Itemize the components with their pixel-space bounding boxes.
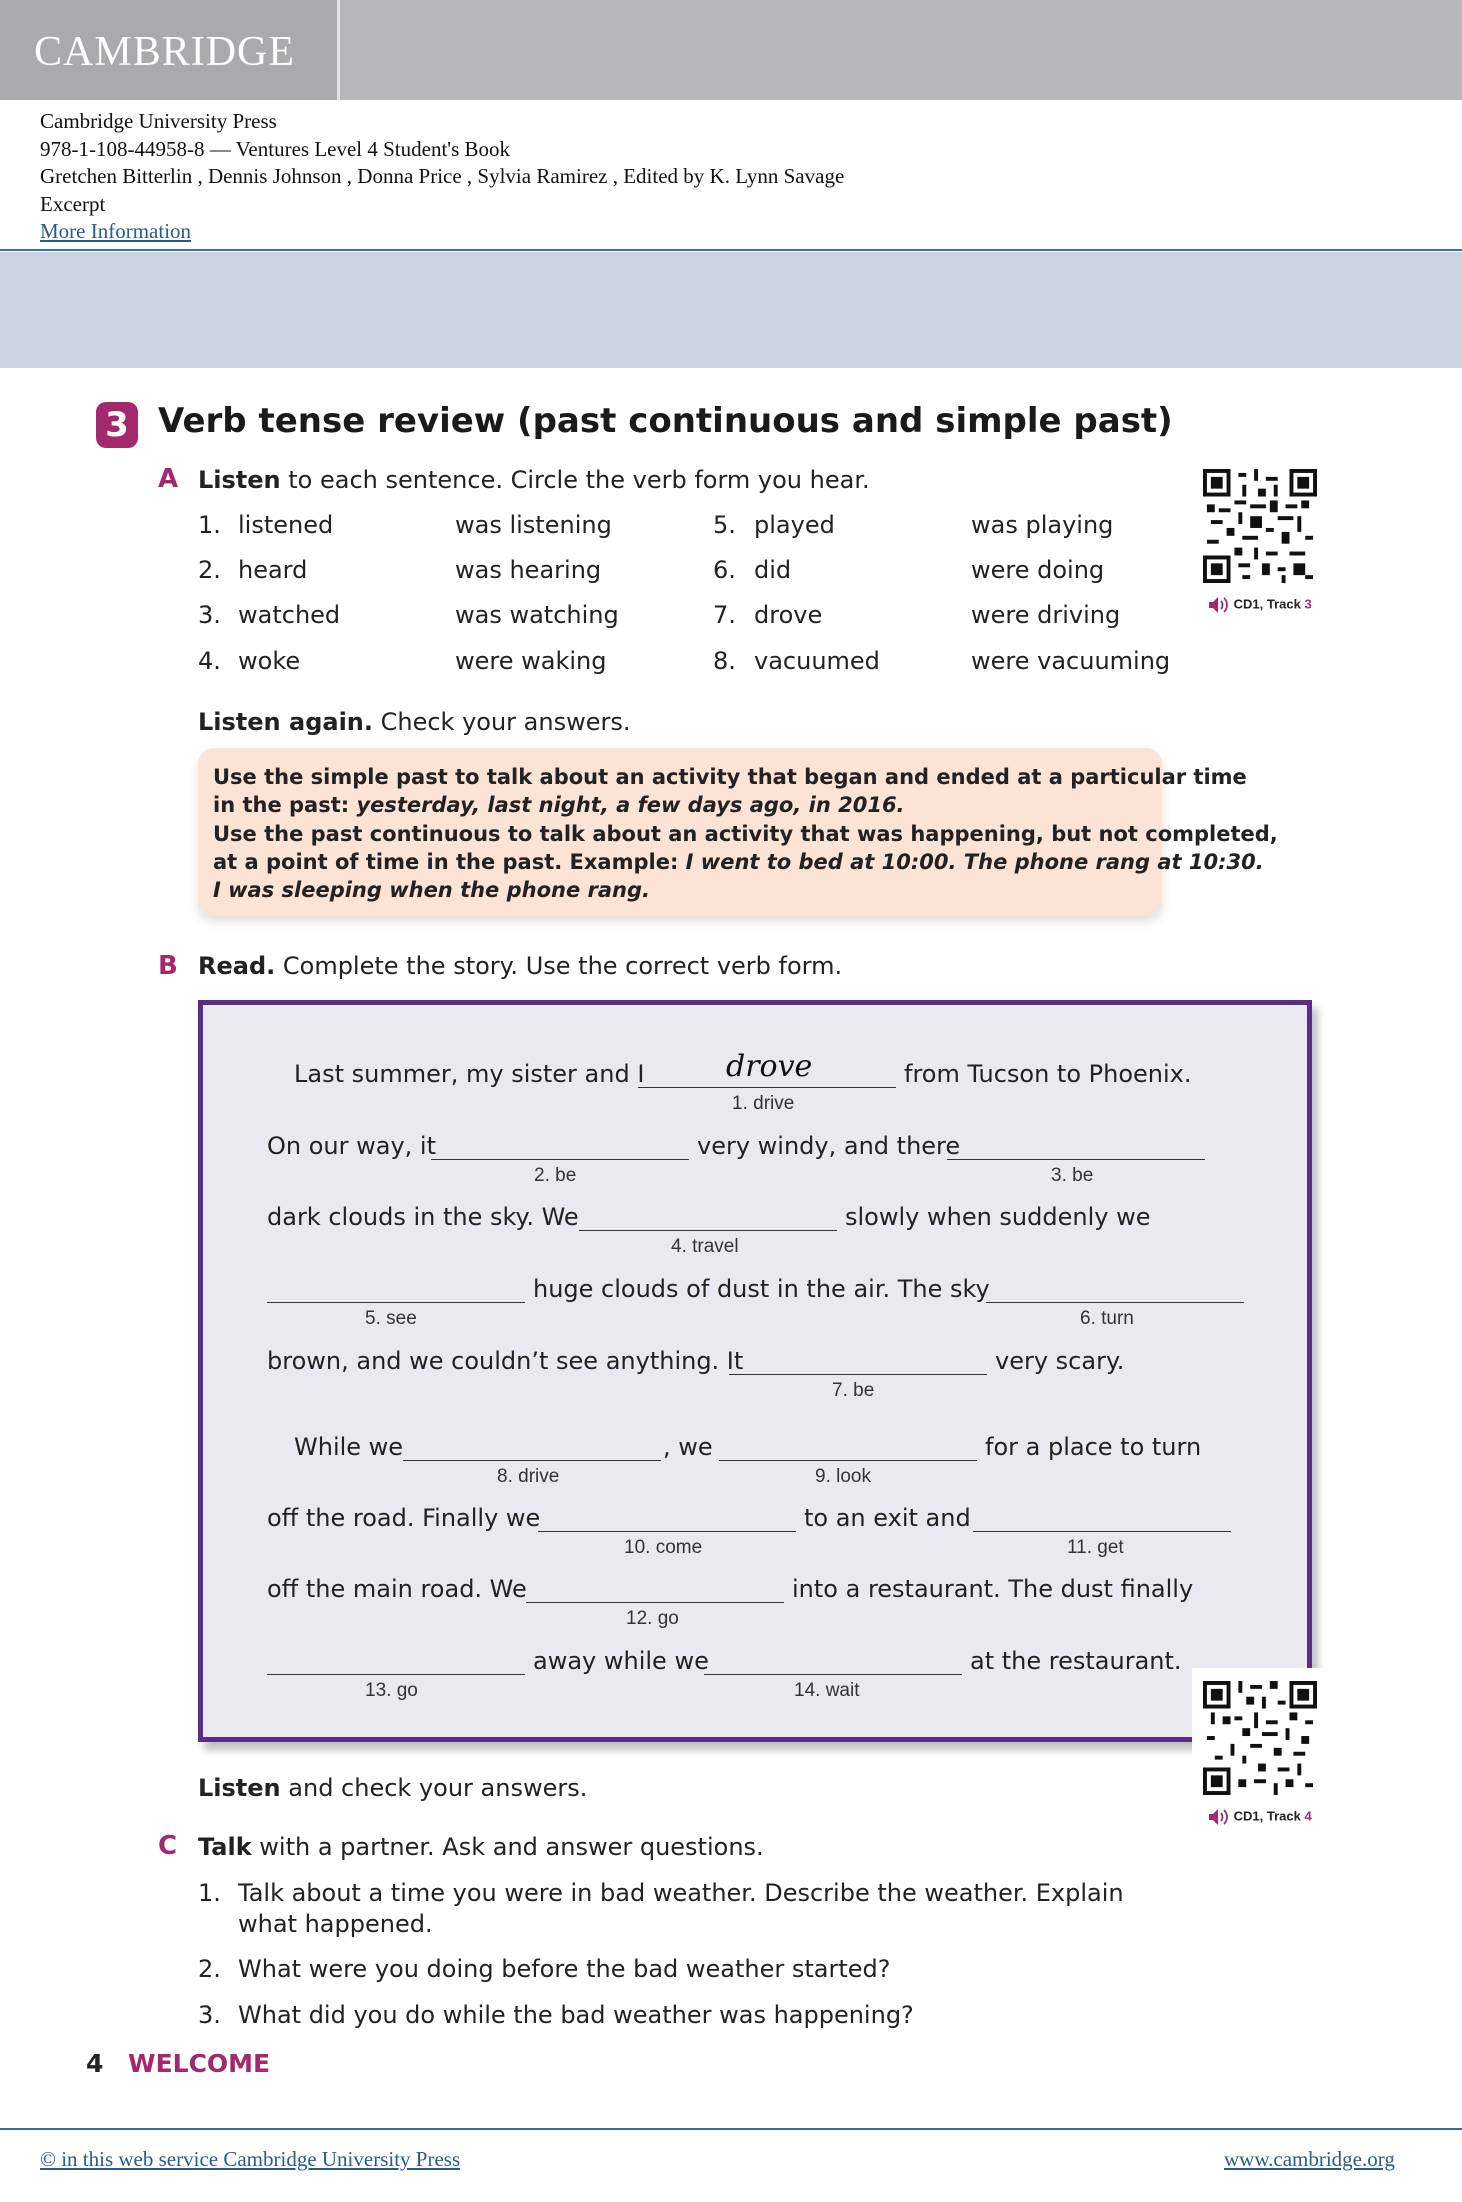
story-box xyxy=(198,1000,1312,1742)
verb-hint: 11. get xyxy=(1067,1537,1124,1558)
audio-track-label[interactable] xyxy=(1208,1808,1312,1826)
authors: Gretchen Bitterlin , Dennis Johnson , Donna Price , Sylvia Ramirez , Edited by K. Lynn Savage xyxy=(40,164,845,188)
verb-hint: 13. go xyxy=(365,1680,418,1701)
verb-option[interactable]: vacuumed xyxy=(754,647,880,675)
part-a-instr-bold: Listen xyxy=(198,466,281,494)
verb-option[interactable]: heard xyxy=(238,556,308,584)
verb-hint: 7. be xyxy=(832,1380,875,1401)
page-number: 4 xyxy=(86,2049,104,2078)
verb-hint: 1. drive xyxy=(732,1093,795,1114)
item-number: 2. xyxy=(198,1955,221,1983)
story-text: slowly when suddenly we xyxy=(845,1203,1151,1231)
listen-again-rest: Check your answers. xyxy=(373,708,631,736)
verb-hint: 14. wait xyxy=(794,1680,860,1701)
blank-4[interactable] xyxy=(579,1230,837,1231)
part-a-instructions xyxy=(198,466,870,494)
blank-10[interactable] xyxy=(538,1531,796,1532)
part-c-letter: C xyxy=(158,1831,178,1861)
grammar-note-box xyxy=(198,748,1278,916)
verb-option[interactable]: did xyxy=(754,556,792,584)
grammar-line-1: Use the simple past to talk about an activity that began and ended at a particular time xyxy=(213,765,1247,789)
verb-option[interactable]: woke xyxy=(238,647,301,675)
item-number: 4. xyxy=(198,647,221,675)
blank-5[interactable] xyxy=(267,1302,525,1303)
item-number: 3. xyxy=(198,601,221,629)
story-text: for a place to turn xyxy=(985,1433,1202,1461)
unit-name: WELCOME xyxy=(128,2049,271,2078)
grammar-example-2: I was sleeping when the phone rang. xyxy=(213,878,651,902)
story-text: brown, and we couldn’t see anything. It xyxy=(267,1347,744,1375)
story-text: While we xyxy=(294,1433,404,1461)
part-a-letter: A xyxy=(158,464,179,494)
footer-divider xyxy=(0,2128,1462,2130)
story-text: away while we xyxy=(533,1647,709,1675)
blank-11[interactable] xyxy=(973,1531,1231,1532)
verb-option[interactable]: listened xyxy=(238,511,334,539)
part-b-instr-bold: Read. xyxy=(198,952,276,980)
blank-14[interactable] xyxy=(704,1674,962,1675)
verb-hint: 12. go xyxy=(626,1608,679,1629)
audio-track-text: CD1, Track xyxy=(1233,596,1305,612)
listen-check-bold: Listen xyxy=(198,1774,281,1802)
part-b-instructions xyxy=(198,952,842,980)
grammar-line-3: Use the past continuous to talk about an activity that was happening, but not completed, xyxy=(213,822,1278,846)
listen-check xyxy=(198,1774,587,1802)
cambridge-site-link[interactable]: www.cambridge.org xyxy=(1224,2147,1395,2171)
item-number: 7. xyxy=(713,601,736,629)
story-text: off the main road. We xyxy=(267,1575,527,1603)
item-number: 5. xyxy=(713,511,736,539)
story-text: to an exit and xyxy=(804,1504,971,1532)
blank-2[interactable] xyxy=(431,1159,689,1160)
verb-hint: 2. be xyxy=(534,1165,577,1186)
question-text-cont: what happened. xyxy=(238,1910,433,1938)
more-information-link[interactable]: More Information xyxy=(40,219,192,243)
header-divider xyxy=(0,249,1462,251)
handwritten-answer: drove xyxy=(726,1049,813,1084)
blank-6[interactable] xyxy=(986,1302,1244,1303)
blank-13[interactable] xyxy=(267,1674,525,1675)
part-c-instr-rest: with a partner. Ask and answer questions. xyxy=(251,1833,764,1861)
speaker-icon xyxy=(1208,1808,1230,1826)
story-text: at the restaurant. xyxy=(970,1647,1182,1675)
verb-hint: 3. be xyxy=(1051,1165,1094,1186)
grammar-examples: yesterday, last night, a few days ago, in 2016. xyxy=(356,793,905,817)
story-text: Last summer, my sister and I xyxy=(294,1060,645,1088)
question-text: What did you do while the bad weather was happening? xyxy=(238,2001,914,2029)
item-number: 6. xyxy=(713,556,736,584)
verb-option[interactable]: was hearing xyxy=(455,556,602,584)
story-text: , we xyxy=(663,1433,713,1461)
story-text: On our way, it xyxy=(267,1132,436,1160)
part-b-instr-rest: Complete the story. Use the correct verb form. xyxy=(275,952,843,980)
item-number: 3. xyxy=(198,2001,221,2029)
story-text: huge clouds of dust in the air. The sky xyxy=(533,1275,990,1303)
verb-option[interactable]: were vacuuming xyxy=(971,647,1171,675)
item-number: 1. xyxy=(198,1879,221,1907)
item-number: 1. xyxy=(198,511,221,539)
audio-track-number: 4 xyxy=(1304,1808,1312,1824)
question-text: Talk about a time you were in bad weather. Describe the weather. Explain xyxy=(238,1879,1124,1907)
audio-track-number: 3 xyxy=(1304,596,1312,612)
verb-hint: 9. look xyxy=(815,1466,871,1487)
listen-again xyxy=(198,708,631,736)
listen-check-rest: and check your answers. xyxy=(280,1774,588,1802)
audio-track-text: CD1, Track xyxy=(1233,1808,1305,1824)
blank-9[interactable] xyxy=(719,1460,977,1461)
verb-option[interactable]: played xyxy=(754,511,835,539)
section-number-badge: 3 xyxy=(96,402,138,448)
verb-hint: 5. see xyxy=(365,1308,417,1329)
grammar-line-4 xyxy=(213,850,1264,874)
story-text: from Tucson to Phoenix. xyxy=(904,1060,1192,1088)
verb-option[interactable]: were waking xyxy=(455,647,607,675)
story-text: very windy, and there xyxy=(697,1132,961,1160)
story-text: into a restaurant. The dust finally xyxy=(792,1575,1194,1603)
blank-8[interactable] xyxy=(403,1460,661,1461)
verb-option[interactable]: were doing xyxy=(971,556,1105,584)
verb-hint: 4. travel xyxy=(671,1236,739,1257)
section-title: Verb tense review (past continuous and simple past) xyxy=(158,401,1173,441)
story-text: dark clouds in the sky. We xyxy=(267,1203,579,1231)
part-c-instructions xyxy=(198,1833,764,1861)
part-b-letter: B xyxy=(158,951,178,981)
audio-track-label[interactable] xyxy=(1208,596,1312,614)
publisher-name: Cambridge University Press xyxy=(40,109,277,133)
story-text: very scary. xyxy=(995,1347,1125,1375)
verb-option[interactable]: drove xyxy=(754,601,823,629)
grammar-line-5 xyxy=(213,878,650,902)
blank-7[interactable] xyxy=(729,1374,987,1375)
listen-again-bold: Listen again. xyxy=(198,708,373,736)
verb-option[interactable]: were driving xyxy=(971,601,1121,629)
grammar-line-4-text: at a point of time in the past. Example: xyxy=(213,850,686,874)
qr-code-icon[interactable] xyxy=(1203,469,1317,583)
verb-option[interactable]: was watching xyxy=(455,601,619,629)
item-number: 2. xyxy=(198,556,221,584)
verb-hint: 6. turn xyxy=(1080,1308,1134,1329)
part-c-instr-bold: Talk xyxy=(198,1833,252,1861)
verb-option[interactable]: was playing xyxy=(971,511,1114,539)
verb-hint: 8. drive xyxy=(497,1466,560,1487)
verb-option[interactable]: was listening xyxy=(455,511,612,539)
question-text: What were you doing before the bad weather started? xyxy=(238,1955,891,1983)
item-number: 8. xyxy=(713,647,736,675)
page-top-band xyxy=(0,252,1462,368)
speaker-icon xyxy=(1208,596,1230,614)
doc-type: Excerpt xyxy=(40,191,106,216)
blank-1[interactable] xyxy=(638,1087,896,1088)
verb-hint: 10. come xyxy=(624,1537,703,1558)
book-metadata xyxy=(40,108,844,246)
blank-3[interactable] xyxy=(947,1159,1205,1160)
cambridge-logo: CAMBRIDGE xyxy=(34,29,296,75)
part-a-instr-rest: to each sentence. Circle the verb form you hear. xyxy=(280,466,870,494)
story-text: off the road. Finally we xyxy=(267,1504,541,1532)
qr-code-icon[interactable] xyxy=(1203,1681,1317,1795)
grammar-line-2-text: in the past: xyxy=(213,793,357,817)
grammar-line-2 xyxy=(213,793,905,817)
isbn-title: 978-1-108-44958-8 — Ventures Level 4 Student's Book xyxy=(40,136,511,161)
copyright-link[interactable]: © in this web service Cambridge University Press xyxy=(40,2147,461,2171)
verb-option[interactable]: watched xyxy=(238,601,341,629)
blank-12[interactable] xyxy=(526,1602,784,1603)
grammar-example: I went to bed at 10:00. The phone rang at 10:30. xyxy=(685,850,1264,874)
